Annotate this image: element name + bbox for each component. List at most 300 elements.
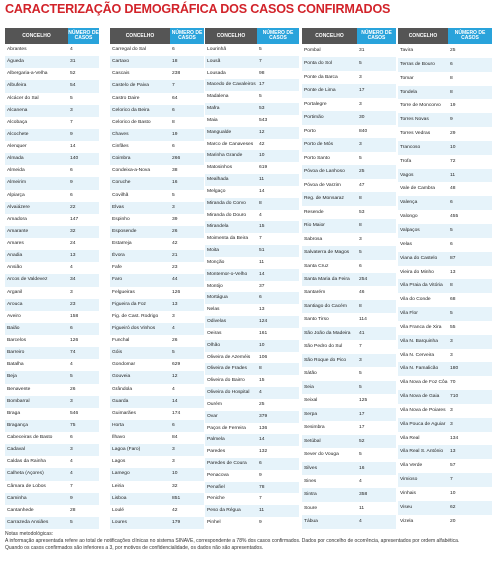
case-count: 5	[359, 250, 362, 256]
case-count: 8	[450, 283, 453, 289]
table-row	[110, 371, 204, 383]
case-count: 42	[172, 507, 178, 513]
case-count: 3	[359, 357, 362, 363]
table-row	[110, 117, 204, 129]
header-concelho: CONCELHO	[5, 28, 68, 44]
concelho-name: Arcos de Valdevez	[7, 277, 48, 283]
case-count: 17	[359, 425, 365, 431]
table-row	[398, 404, 492, 418]
concelho-name: Lagos	[112, 459, 126, 465]
table-row	[398, 266, 492, 280]
concelho-name: Sintra	[304, 492, 317, 498]
concelho-name: Torre de Moncorvo	[400, 103, 441, 109]
concelho-name: Maia	[207, 117, 218, 123]
concelho-name: Torres Vedras	[400, 131, 431, 137]
concelho-name: Vimioso	[400, 477, 418, 483]
concelho-table-5	[398, 28, 492, 529]
case-count: 4	[70, 47, 73, 52]
concelho-name: Vieira do Minho	[400, 269, 434, 275]
concelho-name: Vila Real S. António	[400, 449, 444, 455]
case-count: 48	[450, 186, 456, 192]
concelho-name: Tábua	[304, 519, 318, 525]
case-count: 11	[359, 505, 365, 511]
case-count: 179	[172, 519, 181, 525]
concelho-name: Amarante	[7, 228, 29, 234]
case-count: 6	[450, 61, 453, 67]
table-row	[302, 44, 396, 57]
case-count: 14	[259, 437, 265, 443]
concelho-name: Vinhais	[400, 491, 416, 496]
case-count: 140	[70, 156, 79, 162]
table-row	[205, 68, 299, 80]
table-header	[205, 28, 299, 44]
concelho-name: Caldas da Rainha	[7, 459, 46, 465]
case-count: 5	[450, 311, 453, 317]
case-count: 74	[70, 350, 76, 356]
table-row	[398, 196, 492, 210]
case-count: 16	[359, 465, 365, 471]
table-row	[5, 202, 99, 214]
concelho-name: Oliveira do Hospital	[207, 390, 250, 396]
case-count: 25	[259, 401, 265, 407]
case-count: 266	[172, 156, 181, 162]
case-count: 4	[70, 265, 73, 271]
table-row	[110, 311, 204, 323]
table-row	[5, 165, 99, 177]
table-row	[205, 505, 299, 517]
case-count: 4	[259, 390, 262, 396]
case-count: 24	[70, 241, 76, 246]
table-row	[110, 226, 204, 238]
case-count: 10	[259, 342, 265, 348]
case-count: 126	[172, 289, 181, 295]
case-count: 6	[172, 107, 175, 113]
concelho-name: São Roque do Pico	[304, 357, 347, 363]
case-count: 6	[172, 422, 175, 428]
concelho-name: Vale de Cambra	[400, 186, 435, 192]
concelho-name: Funchal	[112, 338, 130, 343]
case-count: 5	[359, 61, 362, 67]
concelho-name: Arouca	[7, 301, 23, 307]
concelho-name: Marinha Grande	[207, 153, 243, 159]
concelho-name: Penacova	[207, 472, 229, 478]
concelho-name: Alcanena	[7, 107, 28, 113]
table-row	[205, 56, 299, 68]
case-count: 13	[450, 449, 456, 455]
concelho-name: Barcelos	[7, 338, 27, 343]
concelho-name: Miranda do Douro	[207, 212, 247, 218]
concelho-name: Bragança	[7, 422, 28, 428]
concelho-name: Ponte da Barca	[304, 74, 338, 80]
table-row	[205, 446, 299, 458]
table-row	[110, 456, 204, 468]
table-row	[398, 169, 492, 183]
notes-line-2: Quando os casos confirmados são inferiores a 3, por motivos de confidencialidade, os dados não são apresentados.	[5, 545, 264, 551]
table-row	[205, 375, 299, 387]
concelho-name: Odivelas	[207, 319, 227, 325]
table-row	[398, 515, 492, 529]
concelho-name: Lagoa (Faro)	[112, 447, 141, 453]
concelho-name: Câmara de Lobos	[7, 483, 46, 489]
case-count: 3	[359, 142, 362, 148]
case-count: 20	[450, 518, 456, 524]
case-count: 53	[259, 106, 265, 112]
case-count: 5	[450, 227, 453, 233]
case-count: 98	[259, 70, 265, 76]
concelho-name: São Pedro do Sul	[304, 344, 343, 350]
concelho-name: Porto Santo	[304, 155, 330, 161]
table-row	[302, 111, 396, 124]
table-row	[5, 226, 99, 238]
concelho-name: Ílhavo	[112, 435, 126, 440]
case-count: 84	[172, 435, 178, 440]
table-row	[5, 493, 99, 505]
concelho-name: Alcobaça	[7, 119, 28, 125]
concelho-name: Paredes	[207, 449, 226, 455]
table-row	[205, 221, 299, 233]
case-count: 3	[450, 338, 453, 344]
concelho-name: Trancoso	[400, 144, 421, 150]
table-row	[110, 190, 204, 202]
case-count: 3	[172, 447, 175, 453]
table-row	[205, 316, 299, 328]
header-concelho: CONCELHO	[302, 28, 357, 44]
case-count: 37	[259, 283, 265, 289]
case-count: 136	[259, 425, 268, 431]
case-count: 7	[172, 83, 175, 89]
case-count: 3	[70, 289, 73, 295]
table-row	[205, 127, 299, 139]
case-count: 3	[172, 459, 175, 465]
concelho-name: Sines	[304, 479, 317, 484]
case-count: 15	[259, 378, 265, 384]
table-row	[110, 444, 204, 456]
case-count: 543	[259, 117, 268, 123]
case-count: 126	[70, 338, 79, 343]
concelho-name: Palmela	[207, 437, 225, 443]
case-count: 4	[172, 325, 175, 331]
case-count: 6	[172, 144, 175, 149]
case-count: 6	[450, 241, 453, 247]
concelho-name: Vila Nova de Poiares	[400, 407, 446, 413]
case-count: 6	[172, 47, 175, 52]
case-count: 8	[259, 366, 262, 372]
table-row	[205, 352, 299, 364]
case-count: 710	[450, 394, 459, 400]
case-count: 10	[450, 491, 456, 496]
table-row	[5, 299, 99, 311]
table-row	[398, 155, 492, 169]
case-count: 44	[172, 277, 178, 283]
case-count: 32	[70, 228, 76, 234]
table-row	[205, 399, 299, 411]
table-row	[205, 482, 299, 494]
concelho-name: Elvas	[112, 204, 124, 210]
table-row	[110, 432, 204, 444]
case-count: 32	[172, 483, 178, 489]
case-count: 19	[172, 131, 178, 137]
table-row	[302, 206, 396, 219]
case-count: 9	[259, 472, 262, 478]
header-concelho: CONCELHO	[110, 28, 170, 44]
table-row	[302, 125, 396, 138]
case-count: 11	[259, 259, 265, 265]
concelho-name: Abrantes	[7, 47, 27, 52]
case-count: 106	[259, 354, 268, 360]
concelho-name: Mirandela	[207, 224, 229, 230]
table-row	[302, 488, 396, 501]
concelho-name: Setúbal	[304, 438, 321, 444]
case-count: 62	[450, 504, 456, 510]
case-count: 47	[359, 182, 365, 188]
concelho-name: Grândola	[112, 386, 133, 392]
case-count: 6	[259, 295, 262, 301]
case-count: 4	[172, 386, 175, 392]
table-row	[398, 459, 492, 473]
concelho-name: Carrazeda Ansiães	[7, 519, 49, 525]
table-row	[398, 473, 492, 487]
concelho-name: Vila do Conde	[400, 297, 431, 303]
table-row	[205, 387, 299, 399]
table-row	[205, 174, 299, 186]
concelho-name: Sever do Vouga	[304, 452, 339, 458]
table-row	[110, 80, 204, 92]
table-row	[110, 44, 204, 56]
table-row	[398, 113, 492, 127]
table-row	[110, 165, 204, 177]
case-count: 6	[359, 263, 362, 269]
case-count: 14	[70, 144, 76, 149]
methodology-notes	[5, 531, 497, 552]
table-row	[110, 129, 204, 141]
table-row	[110, 238, 204, 250]
concelho-table-1	[5, 28, 99, 529]
concelho-name: Porto de Mós	[304, 142, 334, 148]
table-row	[110, 274, 204, 286]
case-count: 34	[70, 277, 76, 283]
table-row	[302, 475, 396, 488]
case-count: 10	[450, 144, 456, 150]
table-row	[110, 299, 204, 311]
concelho-name: Castelo de Paiva	[112, 83, 149, 89]
case-count: 19	[450, 103, 456, 109]
case-count: 8	[359, 303, 362, 309]
table-row	[302, 313, 396, 326]
concelho-name: Serpa	[304, 411, 318, 417]
table-header	[110, 28, 204, 44]
concelho-name: Cabeceiras de Basto	[7, 435, 53, 440]
concelho-name: Cartaxo	[112, 59, 130, 65]
case-count: 13	[450, 269, 456, 275]
case-count: 379	[259, 413, 268, 419]
case-count: 6	[259, 460, 262, 466]
concelho-name: Almeida	[7, 168, 25, 174]
case-count: 254	[359, 276, 368, 282]
table-row	[205, 198, 299, 210]
table-row	[110, 153, 204, 165]
case-count: 3	[450, 421, 453, 427]
case-count: 4	[359, 519, 362, 525]
table-row	[398, 487, 492, 501]
concelho-name: Esposende	[112, 228, 137, 234]
table-row	[205, 458, 299, 470]
concelho-name: Santo Tirso	[304, 317, 329, 323]
case-count: 23	[70, 301, 76, 307]
case-count: 54	[70, 83, 76, 89]
table-row	[302, 394, 396, 407]
case-count: 3	[450, 352, 453, 358]
case-count: 11	[259, 508, 265, 514]
table-row	[110, 262, 204, 274]
case-count: 42	[259, 141, 265, 147]
table-row	[5, 384, 99, 396]
table-row	[302, 192, 396, 205]
case-count: 174	[172, 410, 181, 416]
case-count: 5	[259, 47, 262, 52]
table-row	[205, 79, 299, 91]
case-count: 22	[70, 204, 76, 210]
concelho-name: Fig. de Cast. Rodrigo	[112, 313, 159, 319]
concelho-name: Águeda	[7, 59, 24, 65]
table-body	[398, 44, 492, 529]
case-count: 52	[70, 71, 76, 77]
concelho-name: Carregal do Sal	[112, 47, 146, 52]
table-row	[5, 287, 99, 299]
case-count: 840	[359, 128, 368, 134]
table-row	[398, 210, 492, 224]
concelho-name: Melgaço	[207, 188, 226, 194]
concelho-name: Guarda	[112, 398, 129, 404]
concelho-name: Lourinhã	[207, 47, 227, 52]
concelho-name: Matosinhos	[207, 165, 233, 171]
concelho-name: Oliveira do Bairro	[207, 378, 245, 384]
concelho-name: Paços de Ferreira	[207, 425, 246, 431]
concelho-name: Caminha	[7, 495, 27, 501]
table-body	[302, 44, 396, 529]
concelho-name: Lousã	[207, 58, 221, 64]
table-row	[5, 456, 99, 468]
table-row	[205, 103, 299, 115]
concelho-name: Ourém	[207, 401, 222, 407]
table-row	[205, 210, 299, 222]
table-row	[110, 323, 204, 335]
table-row	[398, 182, 492, 196]
concelho-name: Macedo de Cavaleiros	[207, 82, 256, 88]
concelho-name: Chaves	[112, 131, 129, 137]
concelho-name: Coimbra	[112, 156, 131, 162]
concelho-name: Figueiró dos Vinhos	[112, 325, 156, 331]
concelho-name: Silves	[304, 465, 318, 471]
case-count: 31	[70, 59, 76, 65]
case-count: 5	[359, 155, 362, 161]
case-count: 629	[172, 362, 181, 368]
table-row	[110, 202, 204, 214]
case-count: 125	[359, 398, 368, 404]
concelho-name: Sabrosa	[304, 236, 323, 242]
concelho-name: Vila Pouca de Aguiar	[400, 421, 446, 427]
table-row	[302, 179, 396, 192]
table-row	[398, 376, 492, 390]
header-numero-casos: NÚMERO DE CASOS	[357, 28, 396, 44]
table-row	[5, 214, 99, 226]
table-row	[205, 91, 299, 103]
table-row	[5, 274, 99, 286]
table-row	[110, 420, 204, 432]
table-row	[110, 250, 204, 262]
table-row	[110, 408, 204, 420]
case-count: 14	[172, 398, 178, 404]
concelho-name: Montemor-o-Velho	[207, 271, 248, 277]
case-count: 9	[70, 180, 73, 186]
concelho-name: Vila Praia da Vitória	[400, 283, 443, 289]
concelho-name: Celorico da Beira	[112, 107, 150, 113]
table-row	[205, 139, 299, 151]
concelho-name: Sesimbra	[304, 425, 325, 431]
table-row	[302, 57, 396, 70]
table-row	[398, 307, 492, 321]
concelho-name: Ansião	[7, 265, 22, 271]
table-row	[398, 99, 492, 113]
concelho-name: Horta	[112, 422, 124, 428]
concelho-name: Alenquer	[7, 144, 27, 149]
concelho-name: Pombal	[304, 48, 321, 53]
case-count: 5	[259, 94, 262, 100]
case-count: 75	[70, 422, 76, 428]
case-count: 9	[70, 495, 73, 501]
concelho-name: Viana do Castelo	[400, 255, 438, 261]
table-row	[5, 262, 99, 274]
concelho-name: Mortágua	[207, 295, 228, 301]
concelho-name: Fafe	[112, 265, 122, 271]
table-row	[302, 300, 396, 313]
concelho-name: Porto	[304, 128, 316, 134]
case-count: 4	[259, 212, 262, 218]
case-count: 5	[70, 374, 73, 380]
table-row	[398, 279, 492, 293]
case-count: 455	[450, 214, 459, 220]
table-row	[5, 505, 99, 517]
table-row	[5, 105, 99, 117]
table-row	[110, 105, 204, 117]
table-row	[110, 481, 204, 493]
concelho-name: Condeixa-a-Nova	[112, 168, 151, 174]
case-count: 26	[172, 338, 178, 343]
table-row	[302, 246, 396, 259]
table-row	[205, 493, 299, 505]
case-count: 14	[259, 271, 265, 277]
concelho-name: Portalegre	[304, 101, 327, 107]
concelho-name: Oliveira de Azeméis	[207, 354, 251, 360]
concelho-name: Vizela	[400, 518, 414, 524]
case-count: 42	[172, 241, 178, 246]
case-count: 5	[359, 384, 362, 390]
table-row	[5, 444, 99, 456]
concelho-name: Almeirim	[7, 180, 27, 186]
concelho-name: Cinfães	[112, 144, 129, 149]
concelho-name: São João da Madeira	[304, 330, 351, 336]
case-count: 17	[359, 411, 365, 417]
case-count: 851	[172, 495, 181, 501]
case-count: 238	[172, 71, 181, 77]
table-row	[5, 420, 99, 432]
table-row	[398, 72, 492, 86]
table-row	[302, 219, 396, 232]
concelho-name: Santarém	[304, 290, 326, 296]
concelho-name: Terras de Bouro	[400, 61, 435, 67]
table-body	[110, 44, 204, 529]
case-count: 6	[70, 168, 73, 174]
table-row	[302, 448, 396, 461]
